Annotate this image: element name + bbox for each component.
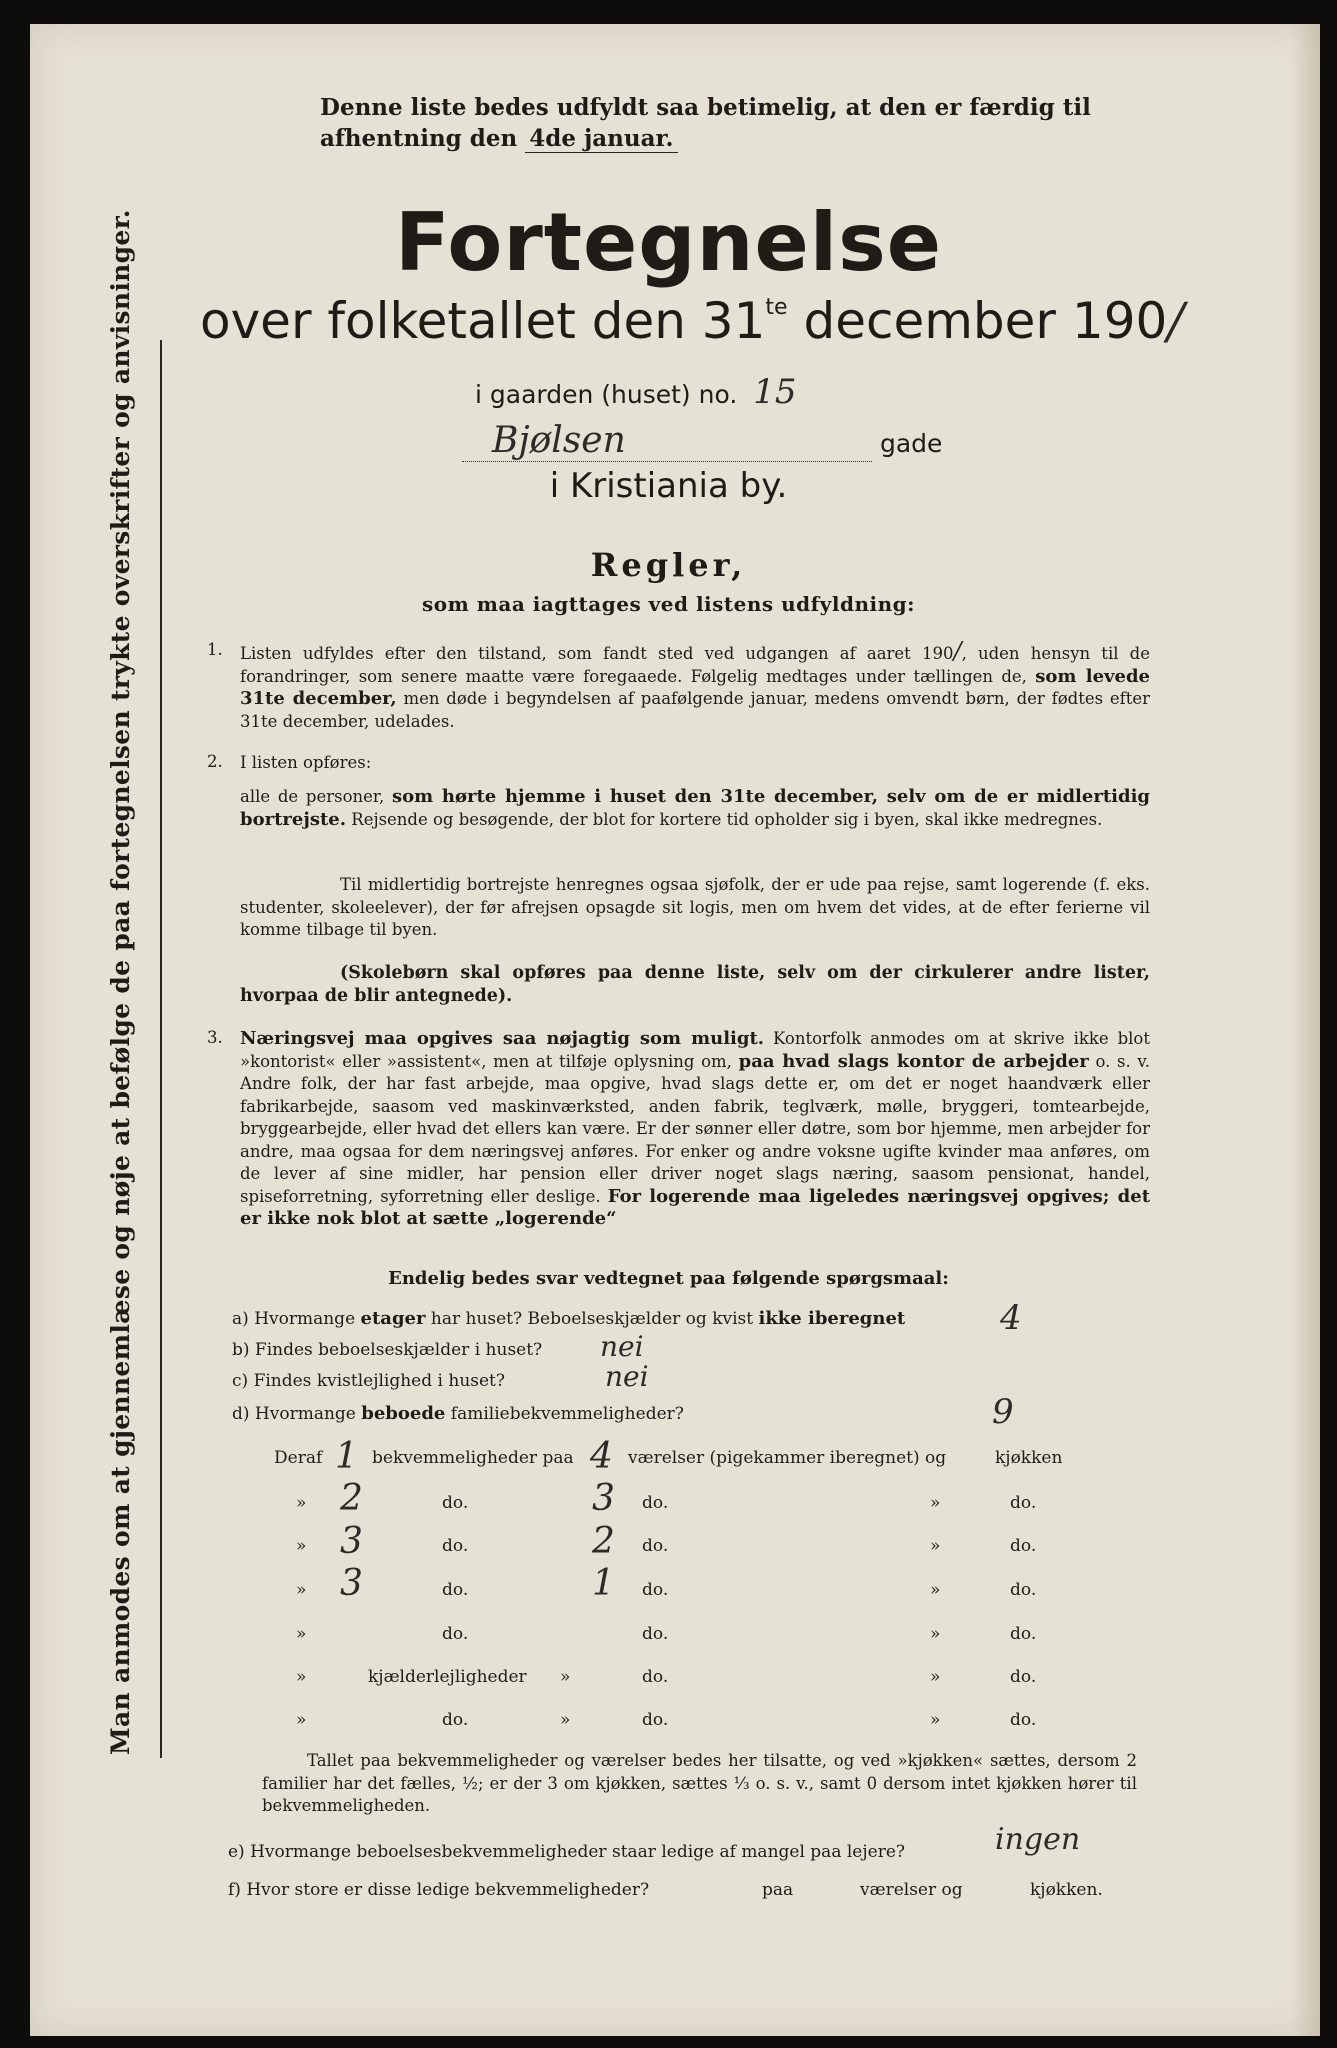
ditto-mark: » (296, 1710, 307, 1730)
street-name: Bjølsen (462, 420, 872, 462)
pickup-date: 4de januar. (525, 125, 677, 153)
ditto-mark: » (930, 1667, 941, 1687)
ditto-mark: » (560, 1667, 571, 1687)
row-3-count: 3 (340, 1521, 363, 1562)
house-number: 15 (753, 372, 797, 412)
rule-2-paragraph-3: (Skolebørn skal opføres paa denne liste, selv om der cirkulerer andre lister, hvorpaa de blir antegnede). (240, 963, 1150, 1006)
house-number-line: i gaarden (huset) no. 15 (475, 372, 797, 412)
question-f-kjok: kjøkken. (1030, 1880, 1103, 1900)
rules-heading: Regler, (590, 546, 747, 584)
form-subtitle: over folketallet den $31^{te}$ december 190/ (200, 292, 1185, 350)
ditto-mark: » (930, 1710, 941, 1730)
row-3-rooms: 2 (592, 1521, 615, 1562)
question-d: d) Hvormange beboede familiebekvemmeligheder? (232, 1403, 684, 1424)
question-f-paa: paa (762, 1880, 794, 1900)
row-4-do-3: do. (1010, 1580, 1037, 1600)
row-5-do-2: do. (642, 1624, 669, 1644)
ditto-mark: » (296, 1580, 307, 1600)
ditto-mark: » (296, 1624, 307, 1644)
side-instruction: Man anmodes om at gjennemlæse og nøje at befølge de paa fortegnelsen trykte overskrifter og anvisninger. (106, 209, 135, 1755)
question-c: c) Findes kvistlejlighed i huset? (232, 1371, 506, 1391)
questions-heading: Endelig bedes svar vedtegnet paa følgende spørgsmaal: (388, 1268, 949, 1289)
row-3-do: do. (442, 1536, 469, 1556)
ditto-mark: » (930, 1536, 941, 1556)
notice-line-2: afhentning den (320, 125, 518, 152)
ditto-mark: » (296, 1667, 307, 1687)
row-7-do: do. (442, 1710, 469, 1730)
question-e: e) Hvormange beboelsesbekvemmeligheder staar ledige af mangel paa lejere? (228, 1842, 905, 1862)
row-5-do: do. (442, 1624, 469, 1644)
ditto-mark: » (930, 1580, 941, 1600)
handwritten-year: / (1167, 292, 1185, 350)
table-header-deraf: Deraf (274, 1448, 323, 1468)
row-3-do-2: do. (642, 1536, 669, 1556)
row-7-do-2: do. (642, 1710, 669, 1730)
row-2-do-3: do. (1010, 1493, 1037, 1513)
rule-3: Næringsvej maa opgives saa nøjagtig som muligt. Kontorfolk anmodes om at skrive ikke blot »kontorist« eller »assistent«, men at tilføje oplysning om, paa hvad slags kontor de arbejder o. s. v. Andre folk, der har fast arbejde, maa opgive, hvad slags dette er, om det er noget haandværk eller fabrikarbejde, saasom ved maskinværksted, anden fabrik, teglværk, mølle, bryggeri, tomtearbejde, bryggearbejde, eller hvad det ellers kan være. Er der sønner eller døtre, som bor hjemme, men arbejder for andre, maa ogsaa for dem næringsvej anføres. For enker og andre voksne ugifte kvinder maa anføres, om de lever af sine midler, har pension eller driver noget slags næring, saasom pensionat, handel, spiseforretning, syforretning eller deslige. For logerende maa ligeledes næringsvej opgives; det er ikke nok blot at sætte „logerende“ (240, 1028, 1151, 1229)
answer-c: nei (605, 1360, 649, 1393)
row-1-count: 1 (335, 1436, 358, 1477)
rule-2-intro: I listen opføres: (240, 753, 372, 772)
ditto-mark: » (296, 1536, 307, 1556)
rule-1: Listen udfyldes efter den tilstand, som fandt sted ved udgangen af aaret 190/, uden hensyn til de forandringer, som senere maatte være foregaaede. Følgelig medtages under tællingen de, som levede 31te december, men døde i begyndelsen af paafølgende januar, medens omvendt børn, der fødtes efter 31te december, udelades. (240, 637, 1151, 731)
row-7-do-3: do. (1010, 1710, 1037, 1730)
row-6-kjaelder: kjælderlejligheder (368, 1667, 527, 1687)
table-header-vaer: værelser (pigekammer iberegnet) og (628, 1448, 947, 1468)
row-1-rooms: 4 (590, 1436, 613, 1477)
form-title: Fortegnelse (394, 196, 943, 289)
row-4-do: do. (442, 1580, 469, 1600)
pickup-notice (320, 92, 1160, 154)
footnote: Tallet paa bekvemmeligheder og værelser bedes her tilsatte, og ved »kjøkken« sættes, dersom 2 familier har det fælles, ½; er der 3 om kjøkken, sættes ⅓ o. s. v., samt 0 dersom intet kjøkken hører til bekvemmeligheden. (262, 1751, 1137, 1815)
answer-b: nei (600, 1330, 644, 1363)
rule-1-number: 1. (207, 640, 223, 659)
question-b: b) Findes beboelseskjælder i huset? (232, 1340, 543, 1360)
notice-line-1: Denne liste bedes udfyldt saa betimelig, at den er færdig til (320, 94, 1091, 121)
city-line: i Kristiania by. (549, 466, 788, 506)
row-6-do-3: do. (1010, 1667, 1037, 1687)
answer-e: ingen (995, 1822, 1081, 1857)
question-a: a) Hvormange etager har huset? Beboelseskjælder og kvist ikke iberegnet (232, 1308, 906, 1329)
rule-3-number: 3. (207, 1028, 223, 1047)
rule-2-number: 2. (207, 752, 223, 771)
question-f-vaer: værelser og (860, 1880, 963, 1900)
answer-d: 9 (992, 1392, 1014, 1432)
row-2-do-2: do. (642, 1493, 669, 1513)
question-f: f) Hvor store er disse ledige bekvemmeligheder? (228, 1880, 650, 1900)
street-line: Bjølsen gade (462, 420, 942, 462)
ditto-mark: » (560, 1710, 571, 1730)
row-4-do-2: do. (642, 1580, 669, 1600)
row-3-do-3: do. (1010, 1536, 1037, 1556)
answer-a: 4 (1000, 1298, 1022, 1338)
row-2-count: 2 (340, 1478, 363, 1519)
ditto-mark: » (930, 1624, 941, 1644)
rule-2-paragraph-2: Til midlertidig bortrejste henregnes ogsaa sjøfolk, der er ude paa rejse, samt logerende (f. eks. studenter, skoleelever), der før afrejsen opsagde sit logis, men om hvem det vides, at de efter ferierne vil komme tilbage til byen. (240, 875, 1150, 939)
table-header-bek: bekvemmeligheder paa (372, 1448, 574, 1468)
row-2-rooms: 3 (592, 1478, 615, 1519)
rule-2: alle de personer, som hørte hjemme i huset den 31te december, selv om de er midlertidig bortrejste. Rejsende og besøgende, der blot for kortere tid opholder sig i byen, skal ikke medregnes. (240, 786, 1150, 830)
row-6-do-2: do. (642, 1667, 669, 1687)
rules-subheading: som maa iagttages ved listens udfyldning: (421, 592, 916, 616)
row-5-do-3: do. (1010, 1624, 1037, 1644)
ditto-mark: » (930, 1493, 941, 1513)
row-2-do: do. (442, 1493, 469, 1513)
row-4-count: 3 (340, 1563, 363, 1604)
ditto-mark: » (296, 1493, 307, 1513)
row-4-rooms: 1 (592, 1563, 615, 1604)
table-header-kjok: kjøkken (995, 1448, 1063, 1468)
